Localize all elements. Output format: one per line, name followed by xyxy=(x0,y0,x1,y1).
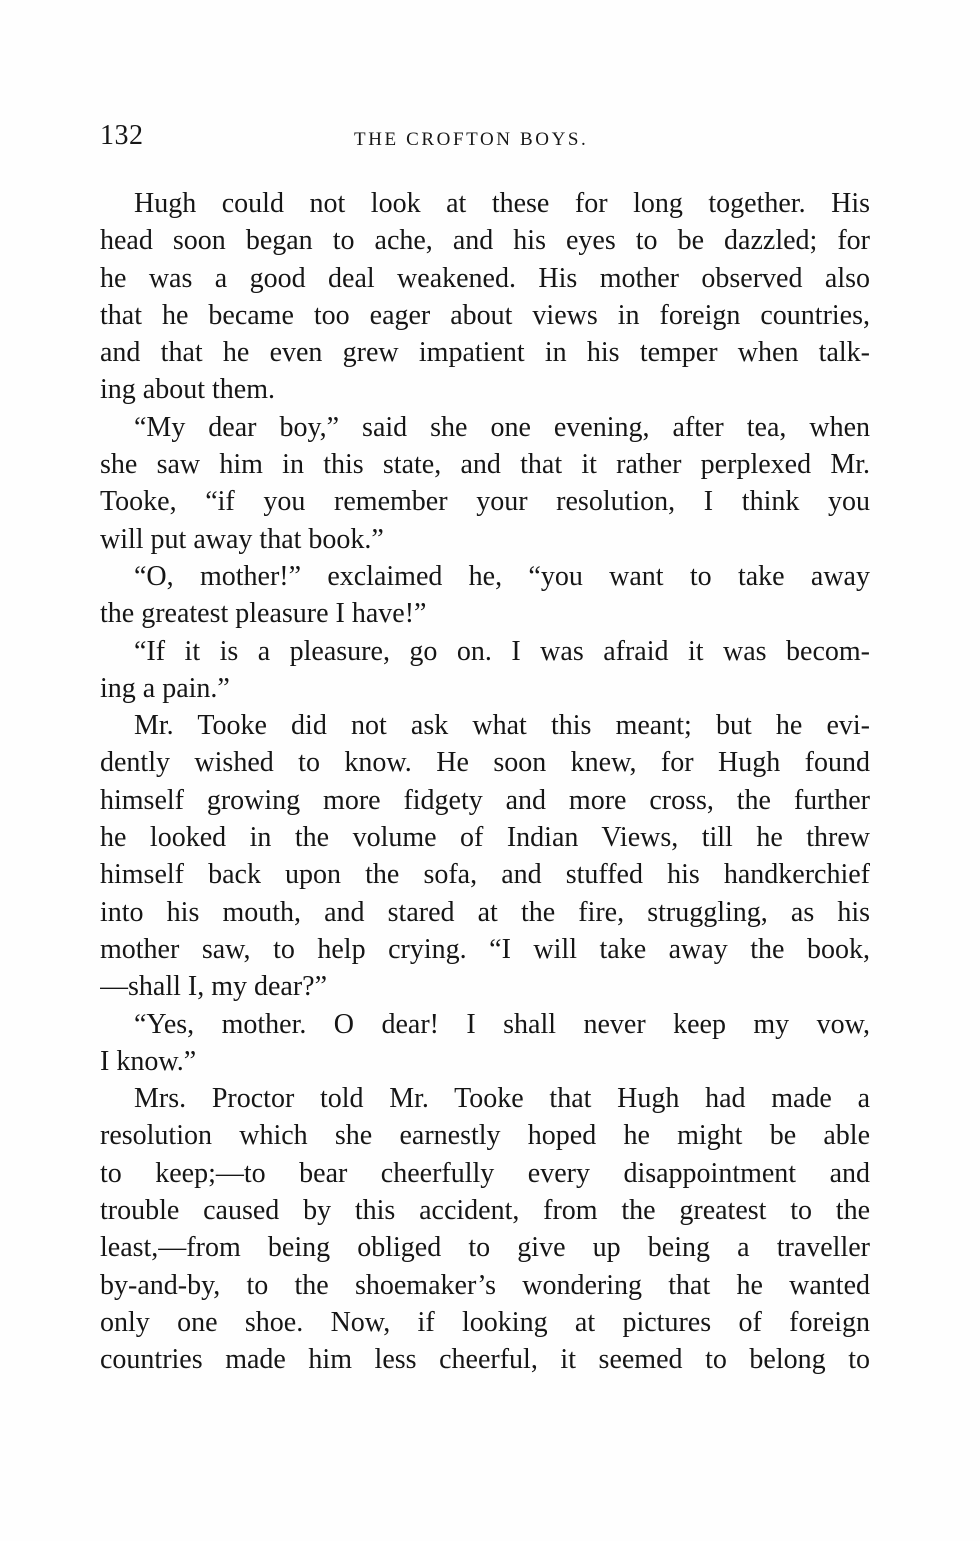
text-line: the greatest pleasure I have!” xyxy=(100,598,427,630)
running-title: THE CROFTON BOYS. xyxy=(354,129,589,150)
text-line: himself growing more fidgety and more cross, the further xyxy=(100,784,870,816)
text-line: by-and-by, to the shoemaker’s wondering that he wanted xyxy=(100,1269,870,1301)
text-line: only one shoe. Now, if looking at pictures of foreign xyxy=(100,1306,870,1338)
text-line: she saw him in this state, and that it rather perplexed Mr. xyxy=(100,449,870,481)
text-line: ing about them. xyxy=(100,374,275,406)
page-header xyxy=(100,120,870,160)
text-line: dently wished to know. He soon knew, for Hugh found xyxy=(100,747,870,779)
text-line: Mrs. Proctor told Mr. Tooke that Hugh had made a xyxy=(134,1083,870,1115)
text-line: “If it is a pleasure, go on. I was afraid it was becom- xyxy=(134,635,870,667)
text-line: “Yes, mother. O dear! I shall never keep my vow, xyxy=(134,1008,870,1040)
text-line: I know.” xyxy=(100,1045,197,1077)
text-line: that he became too eager about views in foreign countries, xyxy=(100,299,870,331)
text-line: head soon began to ache, and his eyes to be dazzled; for xyxy=(100,225,870,257)
text-line: ing a pain.” xyxy=(100,672,230,704)
text-line: Mr. Tooke did not ask what this meant; but he evi- xyxy=(134,710,870,742)
text-line: —shall I, my dear?” xyxy=(100,971,328,1003)
text-line: into his mouth, and stared at the fire, struggling, as his xyxy=(100,896,870,928)
text-line: and that he even grew impatient in his temper when talk- xyxy=(100,337,870,369)
text-line: “My dear boy,” said she one evening, after tea, when xyxy=(134,411,870,443)
page-number: 132 xyxy=(100,120,144,151)
text-line: mother saw, to help crying. “I will take away the book, xyxy=(100,933,870,965)
text-line: he looked in the volume of Indian Views, till he threw xyxy=(100,822,870,854)
text-line: will put away that book.” xyxy=(100,523,384,555)
body-text xyxy=(100,185,870,1379)
text-line: “O, mother!” exclaimed he, “you want to take away xyxy=(134,560,870,592)
text-line: trouble caused by this accident, from the greatest to the xyxy=(100,1195,870,1227)
text-line: resolution which she earnestly hoped he might be able xyxy=(100,1120,870,1152)
text-line: countries made him less cheerful, it seemed to belong to xyxy=(100,1344,870,1376)
text-line: least,—from being obliged to give up being a traveller xyxy=(100,1232,870,1264)
text-line: to keep;—to bear cheerfully every disappointment and xyxy=(100,1157,870,1189)
text-line: himself back upon the sofa, and stuffed his handkerchief xyxy=(100,859,870,891)
text-line: Tooke, “if you remember your resolution, I think you xyxy=(100,486,870,518)
text-line: he was a good deal weakened. His mother observed also xyxy=(100,262,870,294)
text-line: Hugh could not look at these for long together. His xyxy=(134,188,870,219)
